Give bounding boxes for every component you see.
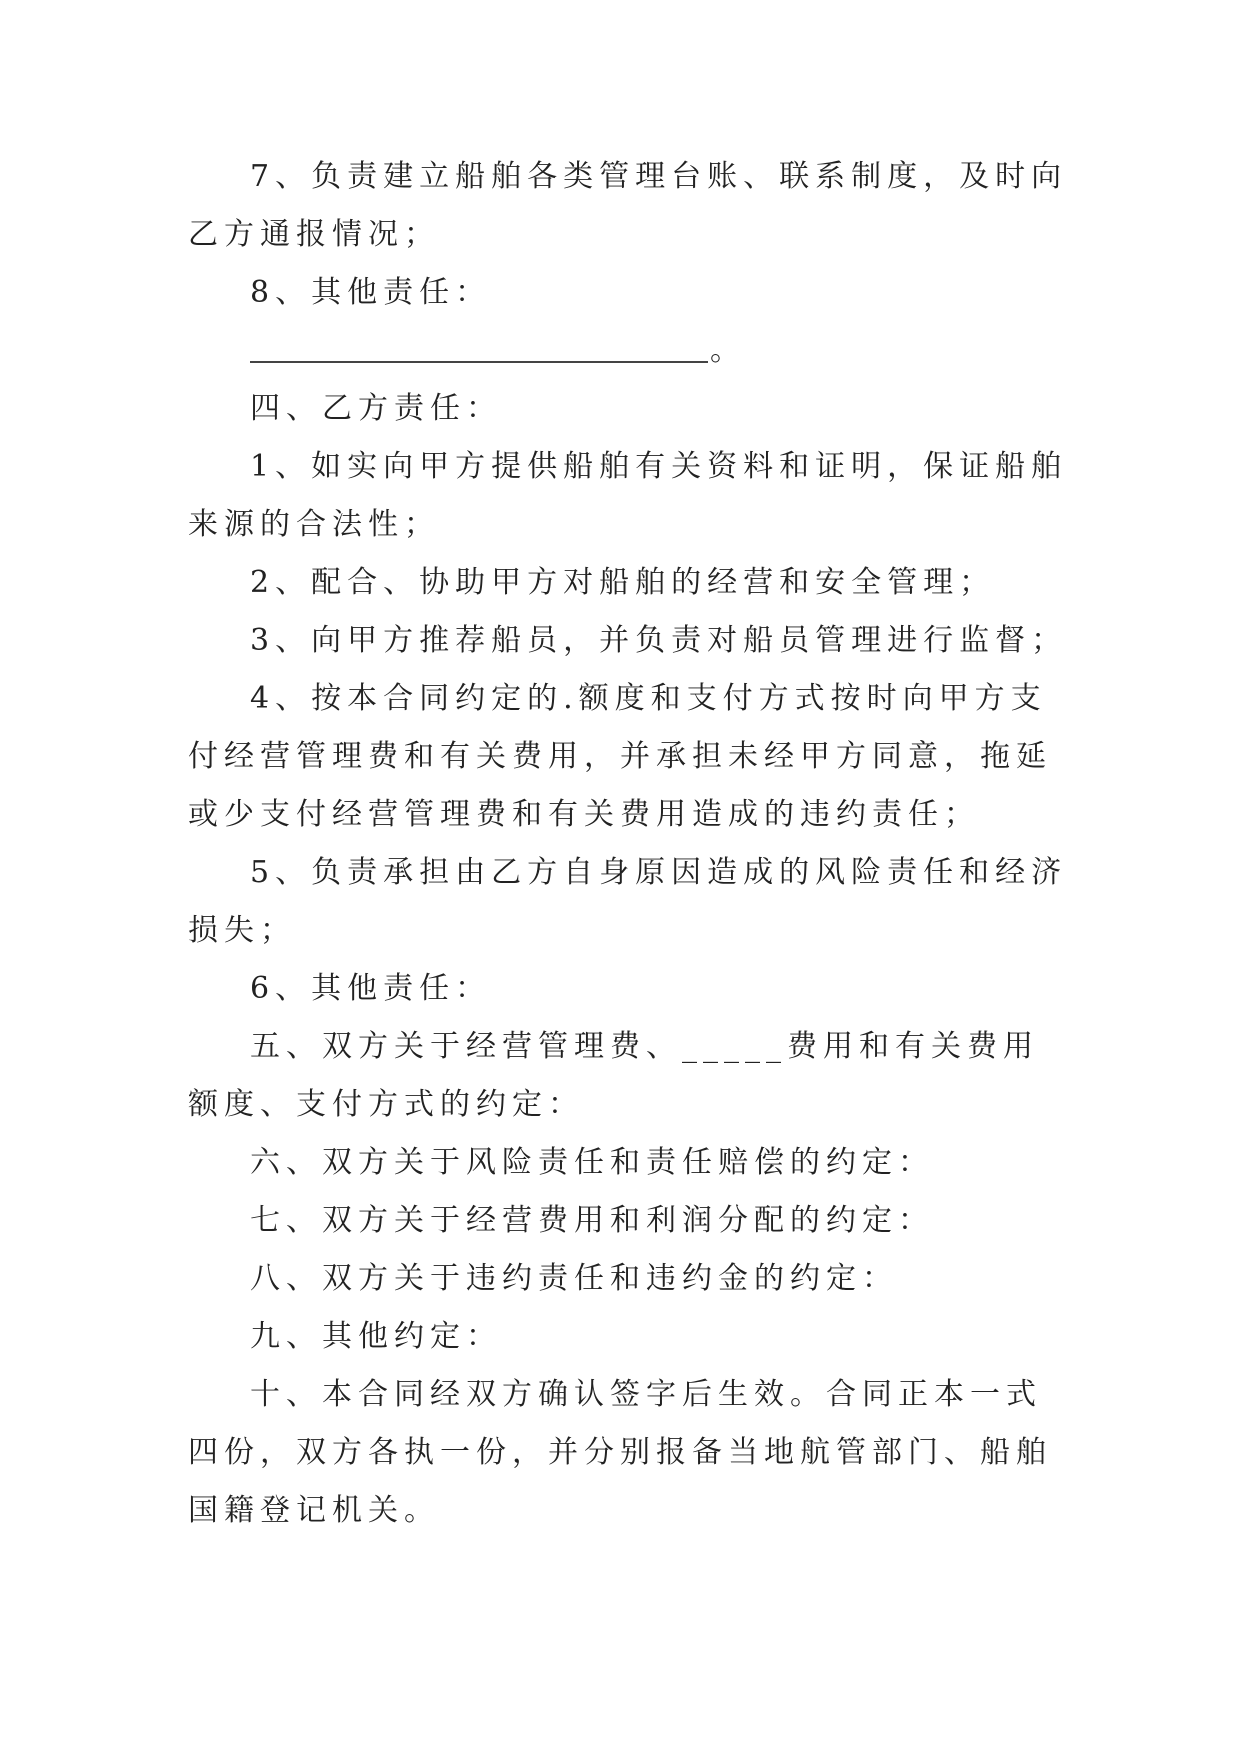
paragraph-b-2: 2、配合、协助甲方对船舶的经营和安全管理； bbox=[250, 565, 996, 600]
paragraph-b-3: 3、向甲方推荐船员，并负责对船员管理进行监督； bbox=[250, 623, 1068, 658]
paragraph-b-6: 6、其他责任： bbox=[250, 971, 492, 1006]
section-heading-party-b: 四、乙方责任： bbox=[250, 391, 502, 426]
paragraph-clause-7: 7、负责建立船舶各类管理台账、联系制度，及时向乙方通报情况； bbox=[188, 159, 1068, 252]
section-nine: 九、其他约定： bbox=[250, 1319, 502, 1354]
fill-in-blank-line bbox=[188, 322, 1068, 380]
document-body bbox=[188, 148, 1068, 1540]
section-seven: 七、双方关于经营费用和利润分配的约定： bbox=[250, 1203, 934, 1238]
paragraph-b-4: 4、按本合同约定的.额度和支付方式按时向甲方支付经营管理费和有关费用，并承担未经甲方同意，拖延或少支付经营管理费和有关费用造成的违约责任； bbox=[188, 681, 1052, 832]
paragraph-b-1: 1、如实向甲方提供船舶有关资料和证明，保证船舶来源的合法性； bbox=[188, 449, 1068, 542]
blank-underline bbox=[250, 361, 708, 363]
section-ten: 十、本合同经双方确认签字后生效。合同正本一式四份，双方各执一份，并分别报备当地航管部门、船舶国籍登记机关。 bbox=[188, 1377, 1052, 1528]
section-eight: 八、双方关于违约责任和违约金的约定： bbox=[250, 1261, 898, 1296]
paragraph-b-5: 5、负责承担由乙方自身原因造成的风险责任和经济损失； bbox=[188, 855, 1068, 948]
section-five: 五、双方关于经营管理费、_____费用和有关费用额度、支付方式的约定： bbox=[188, 1029, 1039, 1122]
section-six: 六、双方关于风险责任和责任赔偿的约定： bbox=[250, 1145, 934, 1180]
blank-line-period: 。 bbox=[710, 333, 746, 368]
paragraph-clause-8: 8、其他责任： bbox=[250, 275, 492, 310]
